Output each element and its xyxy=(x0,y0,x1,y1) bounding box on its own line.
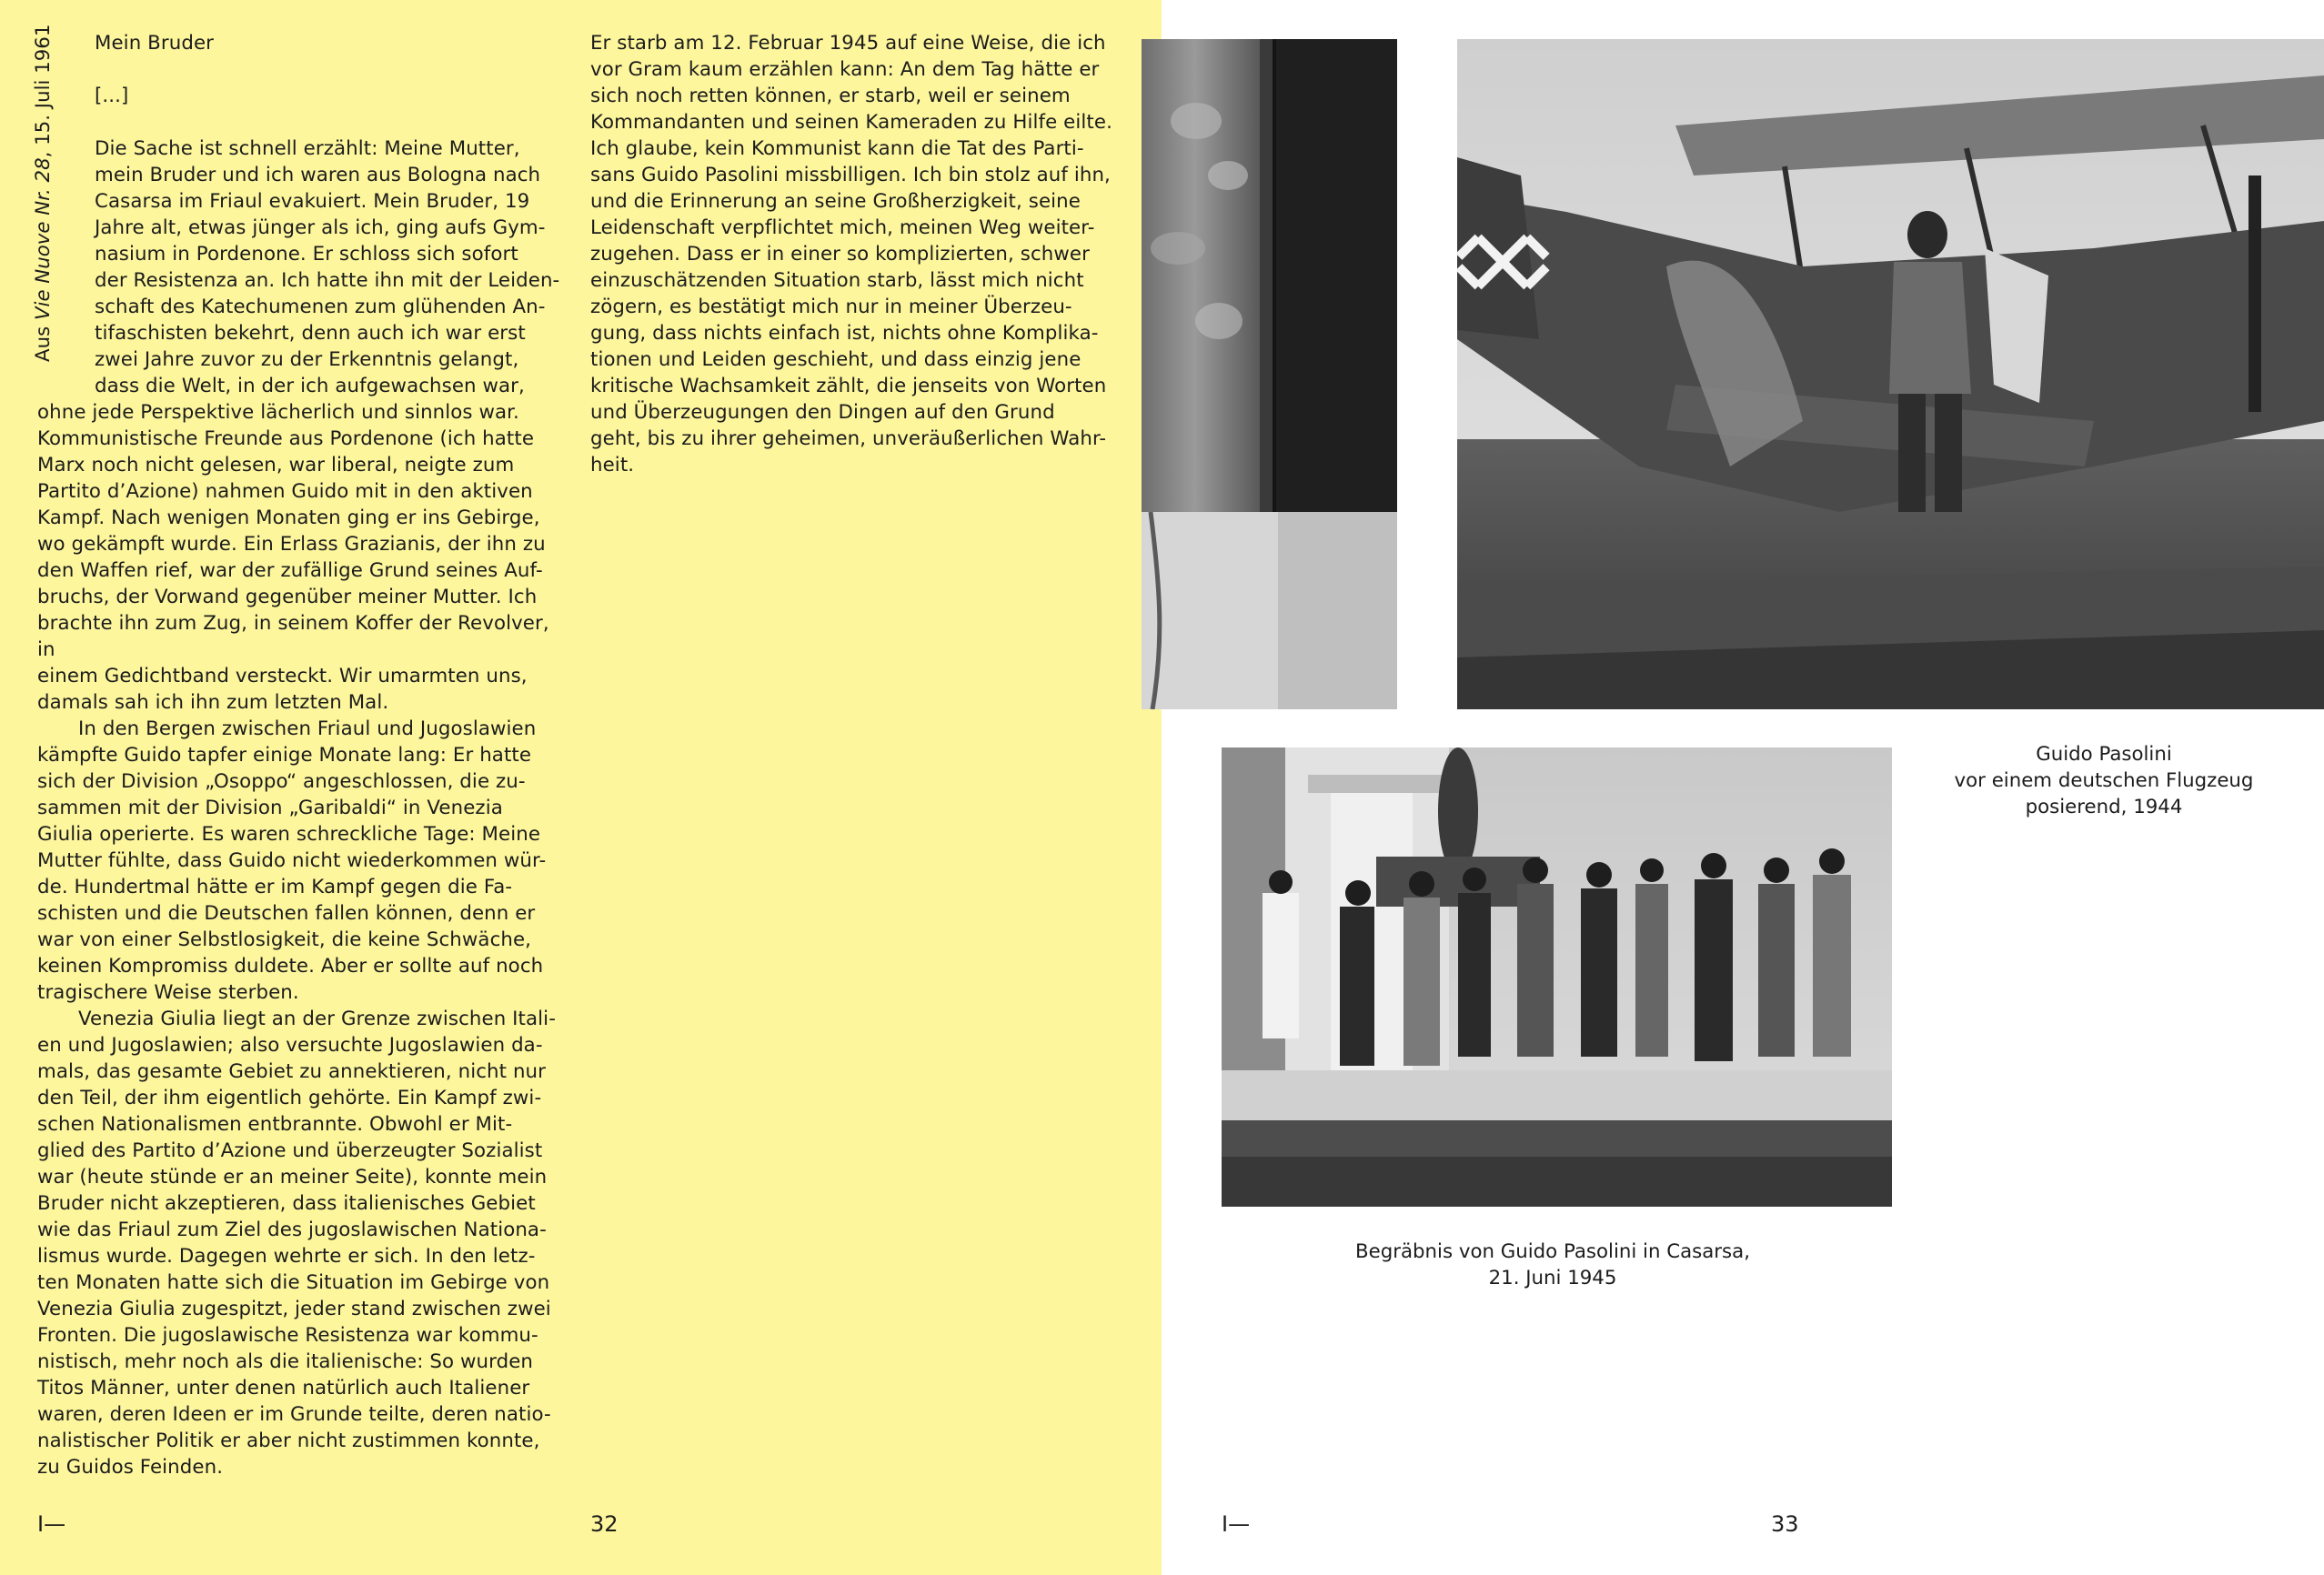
text-line: nalistischer Politik er aber nicht zustimmen konnte, xyxy=(37,1430,540,1452)
photo-plane xyxy=(1457,39,2324,709)
text-line: sich noch retten können, er starb, weil er seinem xyxy=(590,85,1071,107)
paragraph-2 xyxy=(37,716,560,1006)
text-line: glied des Partito d’Azione und überzeugter Sozialist xyxy=(37,1139,543,1162)
text-line: Ich glaube, kein Kommunist kann die Tat des Parti- xyxy=(590,137,1084,160)
text-line: schen Nationalismen entbrannte. Obwohl er Mit- xyxy=(37,1113,513,1136)
text-line: wie das Friaul zum Ziel des jugoslawischen Nationa- xyxy=(37,1219,547,1241)
text-line: schisten und die Deutschen fallen können, denn er xyxy=(37,902,536,925)
source-prefix: Aus xyxy=(32,326,55,362)
text-line: geht, bis zu ihrer geheimen, unveräußerlichen Wahr- xyxy=(590,427,1107,450)
ellipsis: [...] xyxy=(95,85,129,107)
text-line: heit. xyxy=(590,454,635,477)
text-line: war von einer Selbstlosigkeit, die keine Schwäche, xyxy=(37,928,532,951)
text-line: Jahre alt, etwas jünger als ich, ging aufs Gym- xyxy=(95,216,546,239)
caption-plane-photo xyxy=(1931,741,2277,820)
text-line: war (heute stünde er an meiner Seite), konnte mein xyxy=(37,1166,548,1189)
text-line: Mutter fühlte, dass Guido nicht wiederkommen wür- xyxy=(37,849,547,872)
text-line: dass die Welt, in der ich aufgewachsen war, xyxy=(95,375,525,397)
text-line: Casarsa im Friaul evakuiert. Mein Bruder, 19 xyxy=(95,190,530,213)
text-line: Kommunistische Freunde aus Pordenone (ich hatte xyxy=(37,427,535,450)
text-line: sans Guido Pasolini missbilligen. Ich bin stolz auf ihn, xyxy=(590,164,1111,186)
section-marker: I— xyxy=(1222,1511,1251,1537)
text-line: sammen mit der Division „Garibaldi“ in Venezia xyxy=(37,797,503,819)
text-line: den Waffen rief, war der zufällige Grund seines Auf- xyxy=(37,559,543,582)
text-line: zwei Jahre zuvor zu der Erkenntnis gelangt, xyxy=(95,348,519,371)
text-line: brachte ihn zum Zug, in seinem Koffer der Revolver, in xyxy=(37,612,549,661)
text-line: kämpfte Guido tapfer einige Monate lang: Er hatte xyxy=(37,744,532,767)
text-line: bruchs, der Vorwand gegenüber meiner Mutter. Ich xyxy=(37,586,538,608)
text-line: tragischere Weise sterben. xyxy=(37,981,299,1004)
source-date: , 15. Juli 1961 xyxy=(32,24,55,158)
paragraph-3 xyxy=(37,1006,560,1480)
text-line: Kampf. Nach wenigen Monaten ging er ins Gebirge, xyxy=(37,507,540,529)
text-line: und die Erinnerung an seine Großherzigkeit, seine xyxy=(590,190,1081,213)
caption-line: vor einem deutschen Flugzeug xyxy=(1954,769,2254,792)
page-number: 33 xyxy=(1771,1511,1799,1537)
text-line: vor Gram kaum erzählen kann: An dem Tag hätte er xyxy=(590,58,1100,81)
text-line: nistisch, mehr noch als die italienische: So wurden xyxy=(37,1350,533,1373)
text-line: nasium in Pordenone. Er schloss sich sofort xyxy=(95,243,518,266)
text-line: en und Jugoslawien; also versuchte Jugoslawien da- xyxy=(37,1034,543,1057)
text-line: gung, dass nichts einfach ist, nichts ohne Komplika- xyxy=(590,322,1099,345)
text-line: mals, das gesamte Gebiet zu annektieren, nicht nur xyxy=(37,1060,546,1083)
page-number: 32 xyxy=(590,1511,619,1537)
text-line: den Teil, der ihm eigentlich gehörte. Ein Kampf zwi- xyxy=(37,1087,542,1109)
text-column-1 xyxy=(37,30,560,1480)
text-line: Giulia operierte. Es waren schreckliche Tage: Meine xyxy=(37,823,541,846)
text-line: Venezia Giulia liegt an der Grenze zwischen Itali- xyxy=(78,1008,556,1030)
article-title: Mein Bruder xyxy=(95,32,215,55)
text-line: Leidenschaft verpflichtet mich, meinen Weg weiter- xyxy=(590,216,1095,239)
text-line: wo gekämpft wurde. Ein Erlass Grazianis, der ihn zu xyxy=(37,533,546,556)
text-line: Titos Männer, unter denen natürlich auch Italiener xyxy=(37,1377,530,1399)
text-line: zugehen. Dass er in einer so komplizierten, schwer xyxy=(590,243,1090,266)
text-line: tionen und Leiden geschieht, und dass einzig jene xyxy=(590,348,1082,371)
text-line: Er starb am 12. Februar 1945 auf eine Weise, die ich xyxy=(590,32,1106,55)
text-line: Partito d’Azione) nahmen Guido mit in den aktiven xyxy=(37,480,533,503)
text-column-2 xyxy=(590,30,1118,478)
text-line: Venezia Giulia zugespitzt, jeder stand zwischen zwei xyxy=(37,1298,551,1320)
text-line: ohne jede Perspektive lächerlich und sinnlos war. xyxy=(37,401,519,424)
photo-doorway-crop xyxy=(1142,39,1397,709)
text-line: einem Gedichtband versteckt. Wir umarmten uns, xyxy=(37,665,528,687)
text-line: ten Monaten hatte sich die Situation im Gebirge von xyxy=(37,1271,550,1294)
text-line: schaft des Katechumenen zum glühenden An- xyxy=(95,296,546,318)
caption-line: 21. Juni 1945 xyxy=(1488,1267,1617,1289)
text-line: In den Bergen zwischen Friaul und Jugoslawien xyxy=(78,717,537,740)
funeral-photo-image xyxy=(1222,747,1892,1207)
text-line: der Resistenza an. Ich hatte ihn mit der Leiden- xyxy=(95,269,560,292)
text-line: tifaschisten bekehrt, denn auch ich war erst xyxy=(95,322,526,345)
doorway-photo-image xyxy=(1142,39,1397,709)
caption-line: Guido Pasolini xyxy=(2036,743,2172,766)
section-marker: I— xyxy=(37,1511,66,1537)
text-line: zu Guidos Feinden. xyxy=(37,1456,224,1479)
indented-paragraph xyxy=(37,135,560,399)
caption-funeral-photo xyxy=(1334,1239,1771,1291)
text-line: und Überzeugungen den Dingen auf den Grund xyxy=(590,401,1055,424)
text-line: kritische Wachsamkeit zählt, die jenseits von Worten xyxy=(590,375,1107,397)
text-line: Die Sache ist schnell erzählt: Meine Mutter, xyxy=(95,137,520,160)
text-line: Fronten. Die jugoslawische Resistenza war kommu- xyxy=(37,1324,538,1347)
text-line: mein Bruder und ich waren aus Bologna nach xyxy=(95,164,541,186)
source-publication: Vie Nuove Nr. 28 xyxy=(32,157,55,321)
text-line: zögern, es bestätigt mich nur in meiner Überzeu- xyxy=(590,296,1072,318)
text-line: waren, deren Ideen er im Grunde teilte, deren natio- xyxy=(37,1403,551,1426)
photo-funeral xyxy=(1222,747,1892,1207)
text-line: de. Hundertmal hätte er im Kampf gegen die Fa- xyxy=(37,876,513,898)
plane-photo-image xyxy=(1457,39,2324,709)
paragraph-1 xyxy=(37,399,560,716)
text-line: keinen Kompromiss duldete. Aber er sollte auf noch xyxy=(37,955,544,978)
text-line: Kommandanten und seinen Kameraden zu Hilfe eilte. xyxy=(590,111,1112,134)
text-line: sich der Division „Osoppo“ angeschlossen, die zu- xyxy=(37,770,526,793)
text-line: einzuschätzenden Situation starb, lässt mich nicht xyxy=(590,269,1084,292)
text-line: Marx noch nicht gelesen, war liberal, neigte zum xyxy=(37,454,515,477)
caption-line: Begräbnis von Guido Pasolini in Casarsa, xyxy=(1355,1240,1750,1263)
text-line: damals sah ich ihn zum letzten Mal. xyxy=(37,691,389,714)
caption-line: posierend, 1944 xyxy=(2025,796,2183,818)
text-line: lismus wurde. Dagegen wehrte er sich. In den letz- xyxy=(37,1245,536,1268)
right-page xyxy=(1162,0,2324,1575)
text-line: Bruder nicht akzeptieren, dass italienisches Gebiet xyxy=(37,1192,536,1215)
